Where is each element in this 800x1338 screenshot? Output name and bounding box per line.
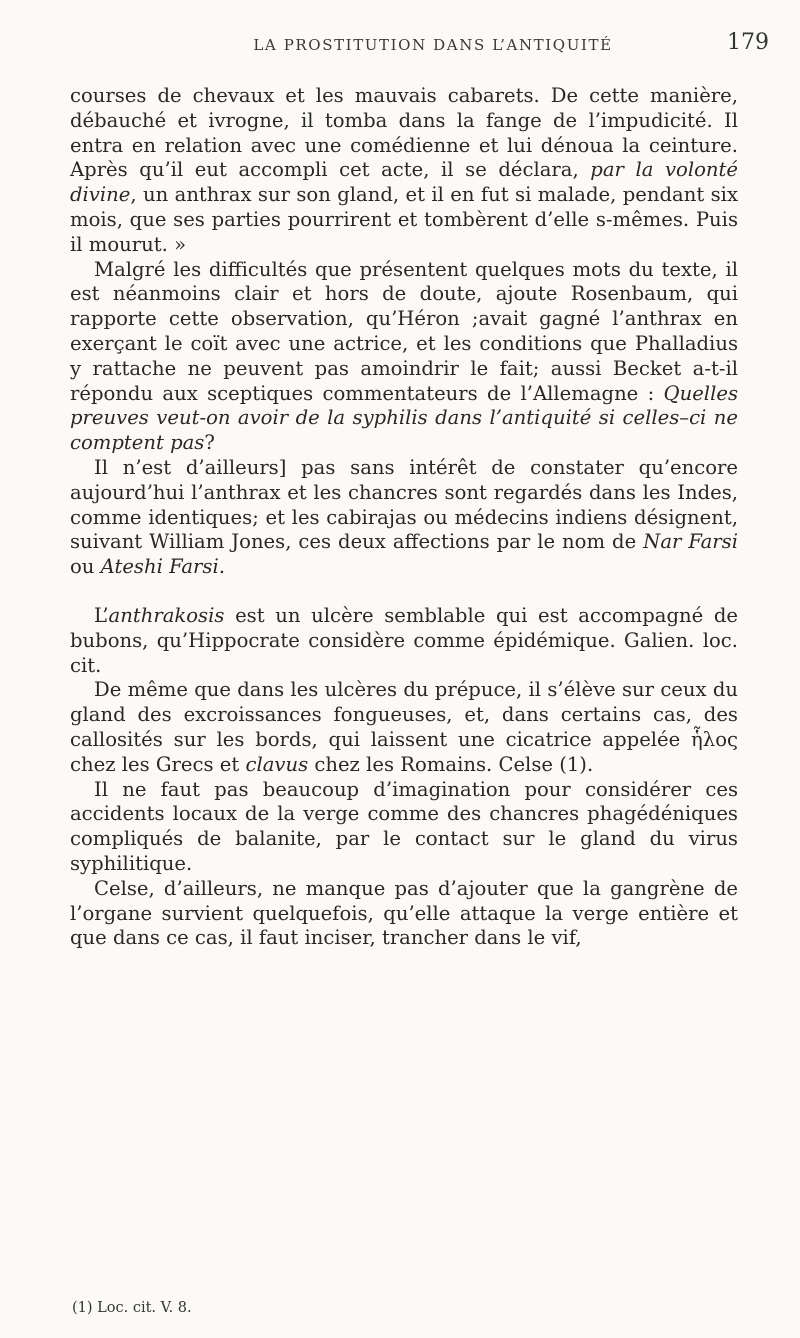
paragraph	[70, 456, 738, 580]
running-head: LA PROSTITUTION DANS L’ANTIQUITÉ	[253, 36, 613, 54]
italic-text: anthrakosis	[108, 603, 225, 627]
text-run: , un anthrax sur son gland, et il en fut si malade, pendant six mois, que ses parties pourrirent et tombèrent d’elle s-mêmes. Puis il mourut. »	[70, 183, 738, 256]
text-run: Celse, d’ailleurs, ne manque pas d’ajouter que la gangrène de l’organe survient quelquefois, qu’elle attaque la verge entière et que dans ce cas, il faut inciser, trancher dans le vif,	[70, 876, 738, 950]
text-run: ou	[70, 555, 101, 579]
text-run: chez les Romains. Celse (1).	[308, 752, 594, 776]
paragraph	[70, 604, 738, 678]
page-number: 179	[727, 30, 769, 55]
paragraph	[70, 258, 738, 456]
paragraph	[70, 778, 738, 877]
italic-text: Nar Farsi	[643, 530, 738, 554]
italic-text: Ateshi Farsi.	[100, 555, 225, 579]
text-run: est un ulcère semblable qui est accompagné de bubons, qu’Hippocrate considère comme épidémique. Galien. loc. cit.	[70, 603, 738, 677]
text-run: Il ne faut pas beaucoup d’imagination pour considérer ces accidents locaux de la verge comme des chancres phagédéniques compliqués de balanite, par le contact sur le gland du virus syphilitique.	[70, 777, 738, 875]
footnote: (1) Loc. cit. V. 8.	[72, 1300, 192, 1316]
paragraph	[70, 84, 738, 258]
text-run: De même que dans les ulcères du prépuce, il s’élève sur ceux du gland des excroissances fongueuses, et, dans certains cas, des callosités sur les bords, qui laissent une cicatrice appelée ἧλος chez les Grecs et	[70, 678, 738, 776]
paragraph-gap	[70, 580, 738, 604]
paragraph	[70, 678, 738, 777]
italic-text: Quelles preuves veut-on avoir de la syphilis dans l’antiquité si celles–ci ne comptent pas	[70, 381, 738, 455]
text-run: courses de chevaux et les mauvais cabarets. De cette manière, débauché et ivrogne, il tomba dans la fange de l’impudicité. Il entra en relation avec une comédienne et lui dénoua la ceinture. Après qu’il eut accompli cet acte, il se déclara,	[70, 84, 738, 182]
text-run: L’	[94, 603, 109, 627]
body-text	[70, 84, 738, 951]
paragraph	[70, 877, 738, 951]
text-run: Malgré les difficultés que présentent quelques mots du texte, il est néanmoins clair et hors de doute, ajoute Rosenbaum, qui rapporte cette observation, qu’Héron ;avait gagné l’anthrax en exerçant le coït avec une actrice, et les conditions que Phalladius y rattache ne peuvent pas amoindrir le fait; aussi Becket a-t-il répondu aux sceptiques commentateurs de l’Allemagne :	[70, 257, 738, 405]
text-run: ?	[204, 431, 215, 455]
text-run: Il n’est d’ailleurs] pas sans intérêt de constater qu’encore aujourd’hui l’anthrax et les chancres sont regardés dans les Indes, comme identiques; et les cabirajas ou médecins indiens désignent, suivant William Jones, ces deux affections par le nom de	[70, 455, 738, 554]
italic-text: par la volonté divine	[70, 158, 738, 207]
italic-text: clavus	[245, 752, 309, 776]
